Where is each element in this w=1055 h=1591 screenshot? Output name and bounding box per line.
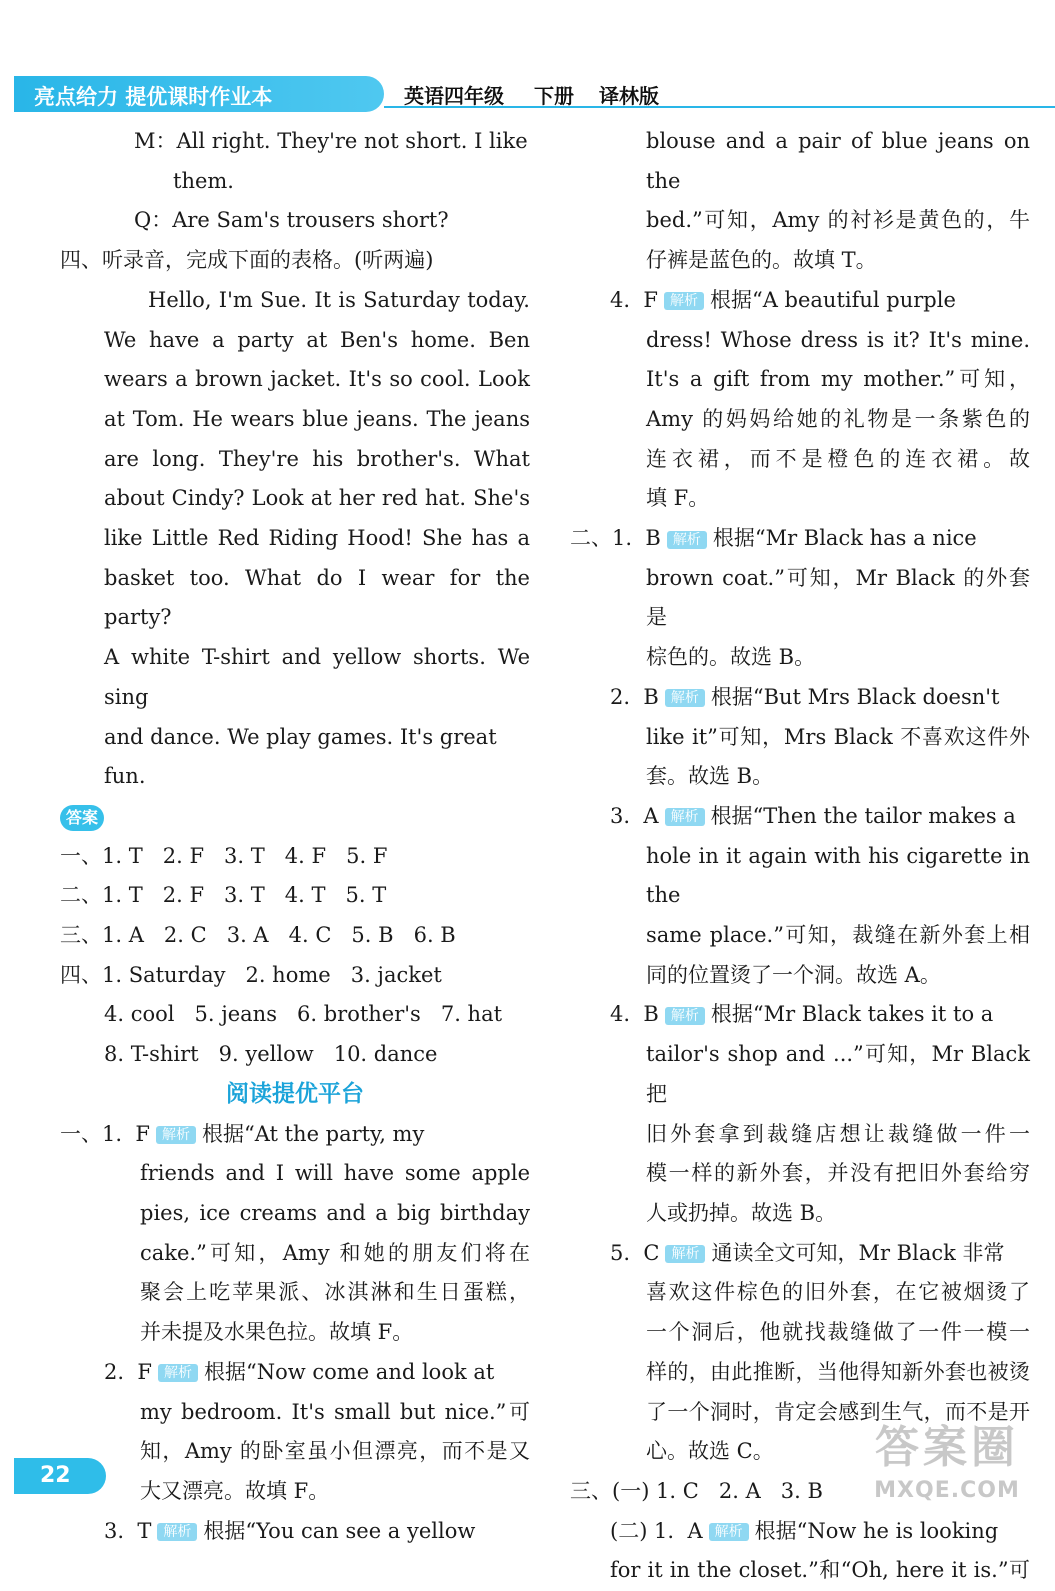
analysis-line: brown coat.”可知，Mr Black 的外套是 — [646, 565, 1030, 630]
analysis-text: 根据“But Mrs Black doesn't — [710, 684, 1000, 709]
term-label: 下册 — [534, 84, 574, 108]
analysis-text: 根据“A beautiful purple — [709, 287, 956, 312]
watermark — [867, 1420, 1027, 1520]
reading-answer-head — [570, 797, 1030, 837]
answer-line: 二、1. T 2. F 3. T 4. T 5. T — [60, 883, 387, 908]
answer-number: 二、1. B — [570, 526, 661, 551]
analysis-text: 根据“Mr Black has a nice — [712, 526, 977, 551]
edition-label: 译林版 — [599, 84, 659, 108]
listening-passage — [60, 281, 537, 797]
analysis-line: 人或扔掉。故选 B。 — [646, 1200, 837, 1225]
analysis-line: blouse and a pair of blue jeans on the — [646, 129, 1037, 193]
analysis-text: 根据“At the party, my — [201, 1121, 425, 1146]
passage-line: A white T-shirt and yellow shorts. We sing — [104, 645, 537, 709]
analysis-line: 了一个洞时，肯定会感到生气，而不是开 — [646, 1399, 1030, 1424]
analysis-line: for it in the closet.”和“Oh, here it is.”可 — [610, 1558, 1030, 1583]
watermark-title: 答案圈 — [875, 1422, 1019, 1473]
reading-answer-head — [60, 1512, 530, 1552]
answer-number: (二) 1. A — [610, 1518, 703, 1543]
question-line: Q：Are Sam's trousers short? — [134, 208, 449, 233]
answer-line: 8. T-shirt 9. yellow 10. dance — [104, 1042, 438, 1067]
analysis-line: my bedroom. It's small but nice.”可 — [140, 1399, 530, 1424]
analysis-badge: 解析 — [157, 1523, 197, 1541]
analysis-text: 根据“Now come and look at — [203, 1359, 495, 1384]
answer-number: 2. F — [104, 1359, 152, 1384]
answer-number: 4. F — [610, 287, 658, 312]
analysis-line: 填 F。 — [646, 486, 710, 511]
section-heading: 四、听录音，完成下面的表格。(听两遍) — [60, 248, 434, 273]
answer-number: 一、1. F — [60, 1121, 150, 1146]
series-title: 亮点给力 提优课时作业本 — [34, 85, 273, 109]
answer-number: 2. B — [610, 684, 659, 709]
passage-line: about Cindy? Look at her red hat. She's — [104, 486, 530, 511]
analysis-line: 仔裤是蓝色的。故填 T。 — [646, 248, 877, 273]
analysis-badge: 解析 — [665, 808, 705, 826]
analysis-line: bed.”可知，Amy 的衬衫是黄色的，牛 — [646, 208, 1030, 233]
reading-answer-head — [570, 281, 1030, 321]
analysis-line: 一个洞后，他就找裁缝做了一件一模一 — [646, 1320, 1030, 1345]
analysis-line: 套。故选 B。 — [646, 764, 774, 789]
analysis-text: 通读全文可知，Mr Black 非常 — [711, 1240, 1005, 1265]
answer-line: 三、(一) 1. C 2. A 3. B — [570, 1478, 823, 1503]
section-title: 阅读提优平台 — [226, 1080, 364, 1107]
analysis-badge: 解析 — [156, 1126, 196, 1144]
answer-line: 4. cool 5. jeans 6. brother's 7. hat — [104, 1002, 503, 1027]
analysis-badge: 解析 — [665, 1007, 705, 1025]
reading-answer-head — [570, 678, 1030, 718]
passage-line: wears a brown jacket. It's so cool. Look — [104, 367, 530, 392]
analysis-badge: 解析 — [709, 1523, 749, 1541]
analysis-line: 知，Amy 的卧室虽小但漂亮，而不是又 — [140, 1439, 530, 1464]
dialogue-line: M：All right. They're not short. I like — [134, 129, 528, 153]
analysis-line: friends and I will have some apple — [140, 1161, 530, 1186]
answer-tag: 答案 — [60, 805, 104, 831]
analysis-line: cake.”可知，Amy 和她的朋友们将在 — [140, 1240, 530, 1265]
passage-line: like Little Red Riding Hood! She has a — [104, 526, 530, 551]
analysis-line: 聚会上吃苹果派、冰淇淋和生日蛋糕， — [140, 1280, 530, 1305]
answer-number: 5. C — [610, 1240, 660, 1265]
analysis-badge: 解析 — [158, 1364, 198, 1382]
right-column — [570, 122, 1037, 1591]
answer-line: 四、1. Saturday 2. home 3. jacket — [60, 962, 442, 987]
analysis-badge: 解析 — [665, 1245, 705, 1263]
header-banner — [14, 76, 384, 112]
analysis-text: 根据“Then the tailor makes a — [710, 803, 1016, 828]
analysis-line: It's a gift from my mother.”可知， — [646, 367, 1030, 392]
analysis-line: 旧外套拿到裁缝店想让裁缝做一件一 — [646, 1121, 1030, 1146]
analysis-line: 并未提及水果色拉。故填 F。 — [140, 1320, 414, 1345]
analysis-text: 根据“You can see a yellow — [203, 1518, 476, 1543]
left-column — [60, 122, 537, 1551]
reading-answer-head — [60, 1353, 530, 1393]
answer-line: 三、1. A 2. C 3. A 4. C 5. B 6. B — [60, 923, 456, 948]
answer-number: 4. B — [610, 1002, 659, 1027]
analysis-badge: 解析 — [664, 292, 704, 310]
passage-line: at Tom. He wears blue jeans. The jeans — [104, 406, 530, 431]
analysis-text: 根据“Mr Black takes it to a — [710, 1002, 994, 1027]
answer-line: 一、1. T 2. F 3. T 4. F 5. F — [60, 843, 388, 868]
analysis-line: 棕色的。故选 B。 — [646, 645, 816, 670]
page-header — [14, 76, 1055, 112]
subject-label: 英语四年级 — [404, 84, 504, 108]
answer-number: 3. A — [610, 803, 659, 828]
passage-line: and dance. We play games. It's great fun. — [104, 724, 504, 789]
reading-answer-head — [60, 1115, 530, 1155]
analysis-badge: 解析 — [665, 689, 705, 707]
passage-line: are long. They're his brother's. What — [104, 446, 530, 471]
analysis-line: Amy 的妈妈给她的礼物是一条紫色的 — [646, 406, 1030, 431]
reading-answer-head — [570, 1234, 1030, 1274]
analysis-line: 心。故选 C。 — [646, 1439, 774, 1464]
analysis-line: like it”可知，Mrs Black 不喜欢这件外 — [646, 724, 1030, 749]
analysis-line: 模一样的新外套，并没有把旧外套给穷 — [646, 1161, 1030, 1186]
dialogue-line: them. — [173, 168, 234, 193]
analysis-line: 喜欢这件棕色的旧外套，在它被烟烫了 — [646, 1280, 1030, 1305]
answer-tag-row — [60, 797, 530, 837]
analysis-line: tailor's shop and ...”可知，Mr Black 把 — [646, 1042, 1037, 1106]
watermark-url: MXQE.COM — [874, 1478, 1020, 1503]
answer-number: 3. T — [104, 1518, 152, 1543]
analysis-line: pies, ice creams and a big birthday — [140, 1200, 530, 1225]
analysis-line: same place.”可知，裁缝在新外套上相 — [646, 923, 1030, 948]
analysis-badge: 解析 — [667, 531, 707, 549]
analysis-line: hole in it again with his cigarette in the — [646, 843, 1037, 908]
analysis-text: 根据“Now he is looking — [754, 1518, 999, 1543]
page-number: 22 — [14, 1458, 106, 1494]
reading-answer-head — [570, 995, 1030, 1035]
passage-line: Hello, I'm Sue. It is Saturday today. — [148, 287, 530, 312]
analysis-line: dress! Whose dress is it? It's mine. — [646, 327, 1030, 352]
passage-line: We have a party at Ben's home. Ben — [104, 327, 530, 352]
analysis-line: 样的，由此推断，当他得知新外套也被烫 — [646, 1359, 1030, 1384]
passage-line: basket too. What do I wear for the party? — [104, 565, 537, 630]
analysis-line: 连衣裙，而不是橙色的连衣裙。故 — [646, 446, 1030, 471]
analysis-line: 大又漂亮。故填 F。 — [140, 1478, 330, 1503]
analysis-line: 同的位置烫了一个洞。故选 A。 — [646, 962, 941, 987]
reading-answer-head — [570, 519, 1030, 559]
